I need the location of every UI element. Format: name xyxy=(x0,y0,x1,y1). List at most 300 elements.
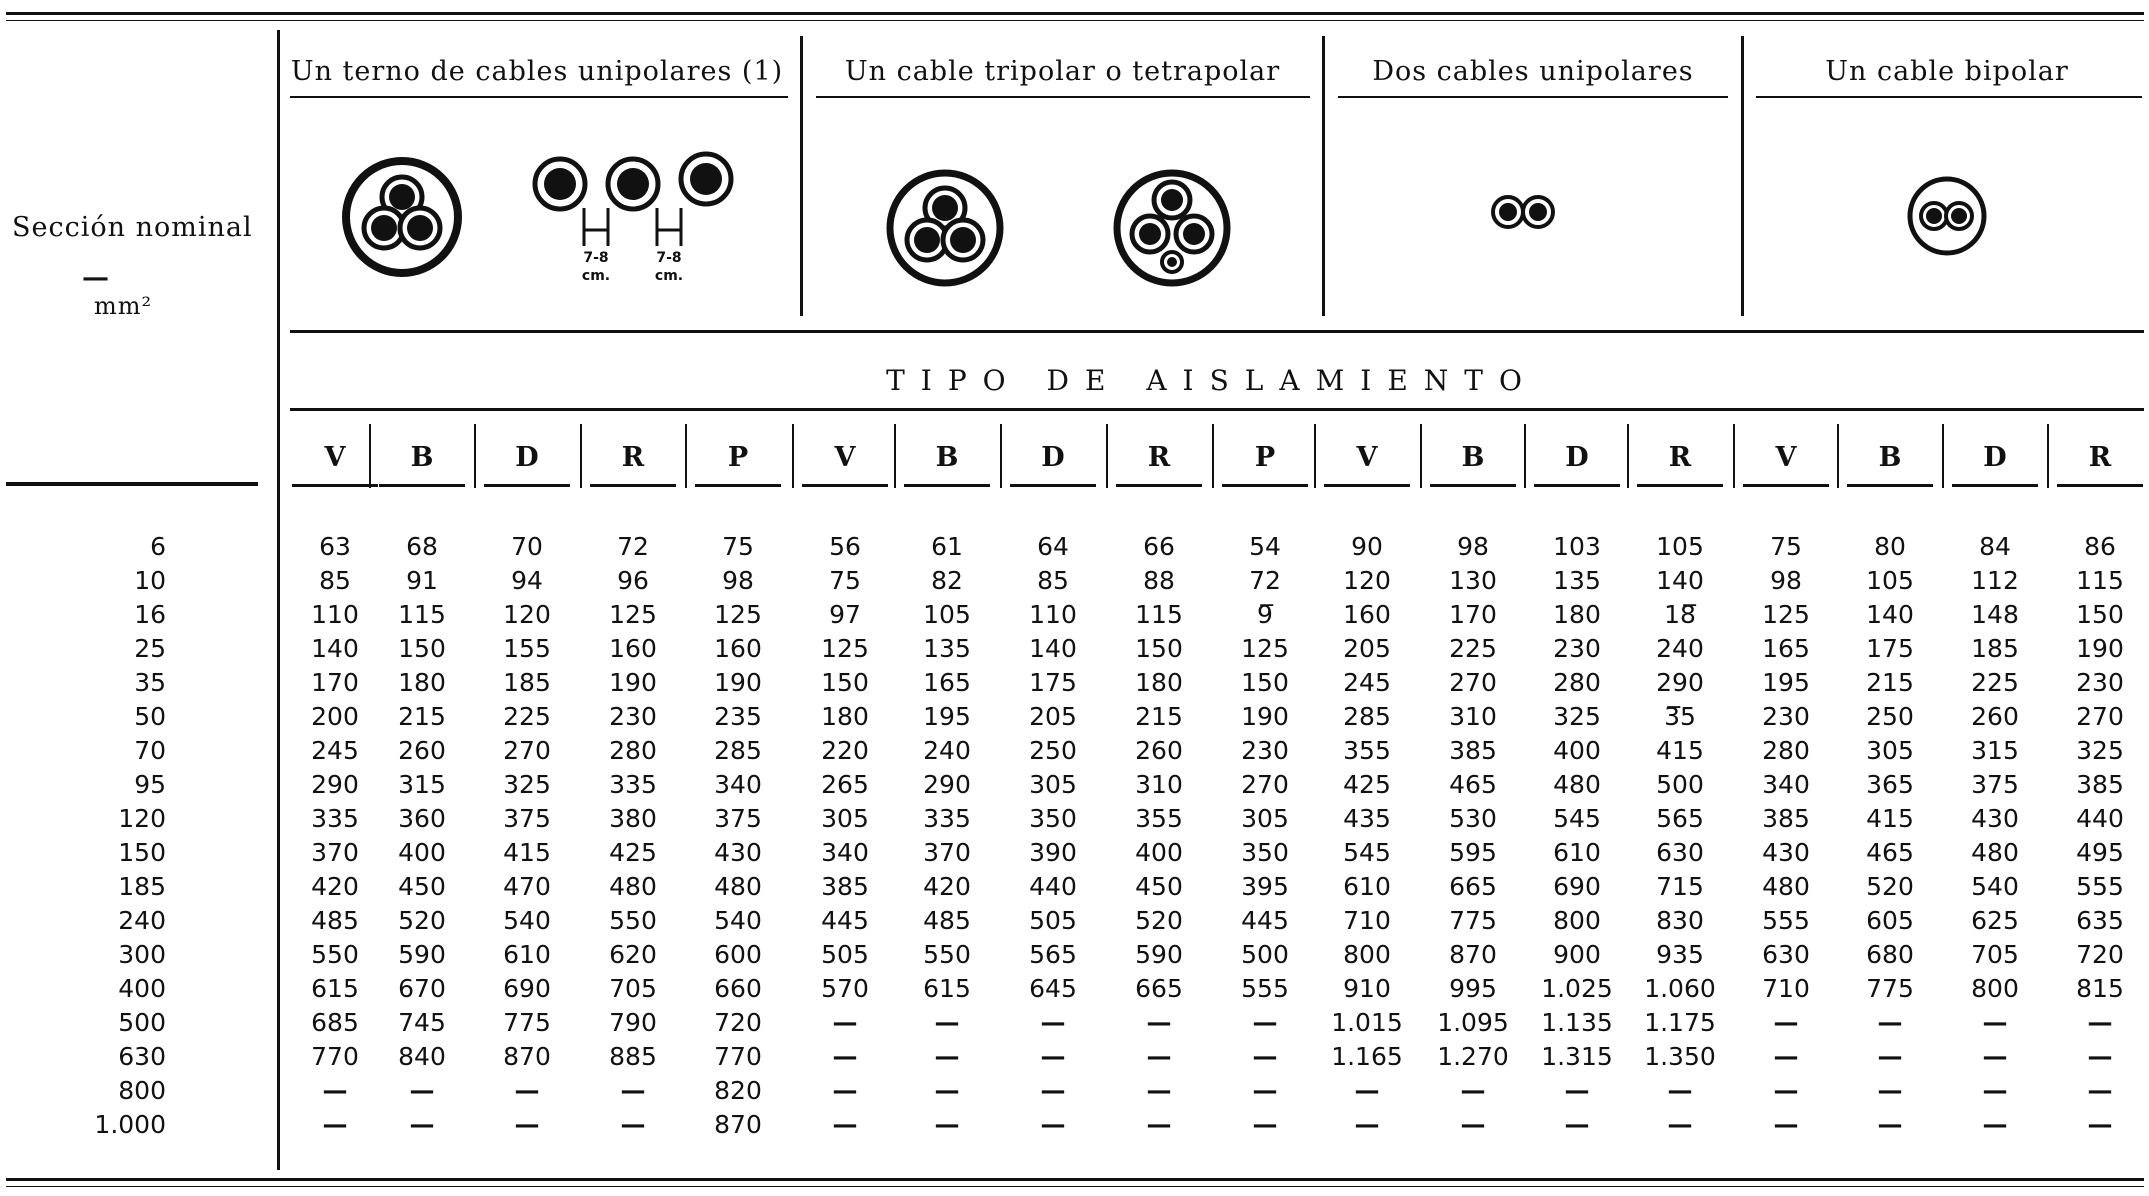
row-section-label: 16 xyxy=(134,600,166,629)
column-header-underline xyxy=(1952,484,2038,487)
group-divider-1 xyxy=(800,36,803,316)
table-cell: 97 xyxy=(829,600,861,629)
table-cell: 830 xyxy=(1656,906,1704,935)
table-cell: — xyxy=(514,1110,540,1139)
table-cell: 690 xyxy=(1553,872,1601,901)
table-cell: 935 xyxy=(1656,940,1704,969)
table-cell: — xyxy=(1773,1008,1799,1037)
two-core-cable-icon xyxy=(1904,176,1990,256)
table-cell: 450 xyxy=(1135,872,1183,901)
column-header-underline xyxy=(1534,484,1620,487)
table-cell: — xyxy=(1982,1110,2008,1139)
column-divider xyxy=(1106,424,1108,488)
table-cell: 425 xyxy=(1343,770,1391,799)
table-cell: 540 xyxy=(503,906,551,935)
table-cell: 1.095 xyxy=(1437,1008,1509,1037)
table-cell: 690 xyxy=(503,974,551,1003)
table-cell: 115 xyxy=(1135,600,1183,629)
column-header: B xyxy=(1461,442,1485,473)
table-cell: 840 xyxy=(398,1042,446,1071)
table-cell: — xyxy=(1460,1110,1486,1139)
column-header: D xyxy=(1565,442,1589,473)
table-cell: 270 xyxy=(1449,668,1497,697)
table-cell: 325 xyxy=(503,770,551,799)
column-divider xyxy=(1314,424,1316,488)
spacing-label-2b: cm. xyxy=(654,268,684,284)
section-header-unit: mm² xyxy=(94,292,153,320)
table-cell: 505 xyxy=(1029,906,1077,935)
table-cell: 190 xyxy=(2076,634,2124,663)
table-cell: 720 xyxy=(2076,940,2124,969)
group-title-bipolar: Un cable bipolar xyxy=(1825,56,2069,87)
table-cell: 325 xyxy=(2076,736,2124,765)
table-cell: 250 xyxy=(1866,702,1914,731)
left-header-underline xyxy=(6,482,258,486)
top-rule xyxy=(6,12,2144,15)
three-core-cable-icon xyxy=(885,168,1005,288)
table-cell: 260 xyxy=(1135,736,1183,765)
table-cell: 350 xyxy=(1241,838,1289,867)
table-cell: 260 xyxy=(1971,702,2019,731)
table-cell: — xyxy=(934,1042,960,1071)
table-cell: 910 xyxy=(1343,974,1391,1003)
table-cell: 205 xyxy=(1343,634,1391,663)
table-cell: 150 xyxy=(1241,668,1289,697)
table-cell: 64 xyxy=(1037,532,1069,561)
table-cell: 290 xyxy=(311,770,359,799)
table-cell: 105 xyxy=(1656,532,1704,561)
column-header: R xyxy=(621,442,645,473)
table-cell: 435 xyxy=(1343,804,1391,833)
column-header: V xyxy=(1356,442,1378,473)
spacing-label-1b: cm. xyxy=(581,268,611,284)
table-cell: 775 xyxy=(503,1008,551,1037)
table-cell: — xyxy=(1040,1008,1066,1037)
table-cell: 165 xyxy=(1762,634,1810,663)
column-header: B xyxy=(410,442,434,473)
column-header: V xyxy=(324,442,346,473)
table-cell: 230 xyxy=(609,702,657,731)
row-section-label: 400 xyxy=(118,974,166,1003)
table-cell: 18̅ xyxy=(1664,600,1696,629)
table-cell: 115 xyxy=(2076,566,2124,595)
column-divider xyxy=(2047,424,2049,488)
group-title-underline-4 xyxy=(1756,96,2142,98)
column-header: B xyxy=(935,442,959,473)
table-cell: — xyxy=(409,1110,435,1139)
table-cell: 335 xyxy=(923,804,971,833)
group-title-two-single: Dos cables unipolares xyxy=(1372,56,1694,87)
table-cell: 335 xyxy=(311,804,359,833)
table-cell: 245 xyxy=(1343,668,1391,697)
table-cell: 112 xyxy=(1971,566,2019,595)
table-cell: 120 xyxy=(1343,566,1391,595)
table-cell: 85 xyxy=(319,566,351,595)
table-cell: — xyxy=(2087,1110,2113,1139)
table-cell: 450 xyxy=(398,872,446,901)
table-cell: 230 xyxy=(1762,702,1810,731)
table-cell: 520 xyxy=(398,906,446,935)
column-header: V xyxy=(1775,442,1797,473)
table-cell: 800 xyxy=(1553,906,1601,935)
flat-spaced-cables-icon xyxy=(530,150,740,300)
table-cell: 105 xyxy=(923,600,971,629)
row-section-label: 800 xyxy=(118,1076,166,1105)
group-title-underline-2 xyxy=(816,96,1310,98)
table-cell: 770 xyxy=(714,1042,762,1071)
table-cell: 470 xyxy=(503,872,551,901)
table-cell: — xyxy=(1564,1110,1590,1139)
table-cell: 625 xyxy=(1971,906,2019,935)
table-cell: — xyxy=(1773,1110,1799,1139)
table-cell: — xyxy=(832,1076,858,1105)
table-cell: 280 xyxy=(1762,736,1810,765)
table-cell: 140 xyxy=(1029,634,1077,663)
table-cell: 80 xyxy=(1874,532,1906,561)
table-cell: 355 xyxy=(1343,736,1391,765)
table-cell: — xyxy=(1877,1042,1903,1071)
table-cell: 150 xyxy=(821,668,869,697)
table-cell: 315 xyxy=(1971,736,2019,765)
table-cell: 310 xyxy=(1449,702,1497,731)
table-cell: 520 xyxy=(1866,872,1914,901)
column-divider xyxy=(1733,424,1735,488)
table-cell: 530 xyxy=(1449,804,1497,833)
column-divider xyxy=(1524,424,1526,488)
table-cell: — xyxy=(1354,1076,1380,1105)
table-cell: — xyxy=(620,1076,646,1105)
table-cell: 72 xyxy=(617,532,649,561)
table-cell: — xyxy=(1040,1042,1066,1071)
table-cell: 85 xyxy=(1037,566,1069,595)
column-header: B xyxy=(1878,442,1902,473)
table-cell: 520 xyxy=(1135,906,1183,935)
table-cell: 94 xyxy=(511,566,543,595)
table-cell: 180 xyxy=(1553,600,1601,629)
table-cell: 350 xyxy=(1029,804,1077,833)
table-cell: — xyxy=(1040,1110,1066,1139)
table-cell: 385 xyxy=(2076,770,2124,799)
table-cell: 335 xyxy=(609,770,657,799)
table-cell: 440 xyxy=(2076,804,2124,833)
column-header-underline xyxy=(1010,484,1096,487)
table-cell: — xyxy=(1877,1110,1903,1139)
row-section-label: 10 xyxy=(134,566,166,595)
table-cell: — xyxy=(1146,1076,1172,1105)
table-cell: 610 xyxy=(1343,872,1391,901)
table-cell: 245 xyxy=(311,736,359,765)
table-cell: 290 xyxy=(923,770,971,799)
table-cell: 148 xyxy=(1971,600,2019,629)
table-cell: 665 xyxy=(1449,872,1497,901)
table-cell: 685 xyxy=(311,1008,359,1037)
table-cell: — xyxy=(2087,1076,2113,1105)
table-cell: 195 xyxy=(1762,668,1810,697)
four-core-cable-icon xyxy=(1112,168,1232,288)
table-cell: 500 xyxy=(1241,940,1289,969)
table-cell: 280 xyxy=(609,736,657,765)
table-cell: 415 xyxy=(503,838,551,867)
table-cell: 610 xyxy=(1553,838,1601,867)
column-divider xyxy=(580,424,582,488)
group-title-underline-1 xyxy=(290,96,788,98)
table-cell: 390 xyxy=(1029,838,1077,867)
table-cell: 180 xyxy=(821,702,869,731)
table-cell: — xyxy=(2087,1042,2113,1071)
table-cell: 385 xyxy=(1449,736,1497,765)
column-header: V xyxy=(834,442,856,473)
row-section-label: 630 xyxy=(118,1042,166,1071)
table-cell: — xyxy=(1982,1042,2008,1071)
table-cell: 630 xyxy=(1656,838,1704,867)
table-cell: 610 xyxy=(503,940,551,969)
table-cell: 360 xyxy=(398,804,446,833)
table-cell: 1.350 xyxy=(1644,1042,1716,1071)
row-section-label: 1.000 xyxy=(94,1110,166,1139)
column-header-underline xyxy=(379,484,465,487)
table-cell: 72 xyxy=(1249,566,1281,595)
section-header-dash: — xyxy=(82,262,110,293)
table-cell: 565 xyxy=(1656,804,1704,833)
table-cell: 140 xyxy=(1866,600,1914,629)
table-cell: 270 xyxy=(503,736,551,765)
table-cell: 370 xyxy=(311,838,359,867)
table-cell: 250 xyxy=(1029,736,1077,765)
table-cell: 180 xyxy=(1135,668,1183,697)
table-cell: 800 xyxy=(1343,940,1391,969)
table-cell: 480 xyxy=(1971,838,2019,867)
column-divider xyxy=(685,424,687,488)
table-cell: 68 xyxy=(406,532,438,561)
table-cell: 340 xyxy=(714,770,762,799)
table-cell: 235 xyxy=(714,702,762,731)
table-cell: 790 xyxy=(609,1008,657,1037)
column-divider xyxy=(1837,424,1839,488)
table-cell: 440 xyxy=(1029,872,1077,901)
table-cell: 480 xyxy=(714,872,762,901)
row-section-label: 6 xyxy=(150,532,166,561)
table-cell: 82 xyxy=(931,566,963,595)
table-cell: 550 xyxy=(311,940,359,969)
table-cell: 290 xyxy=(1656,668,1704,697)
table-cell: 170 xyxy=(1449,600,1497,629)
table-cell: 480 xyxy=(1553,770,1601,799)
table-cell: 9̅ xyxy=(1257,600,1273,629)
table-cell: — xyxy=(832,1042,858,1071)
table-cell: 870 xyxy=(1449,940,1497,969)
table-cell: 150 xyxy=(398,634,446,663)
table-cell: 75 xyxy=(829,566,861,595)
column-header: D xyxy=(1041,442,1065,473)
table-cell: 770 xyxy=(311,1042,359,1071)
table-cell: 155 xyxy=(503,634,551,663)
table-cell: 1.135 xyxy=(1541,1008,1613,1037)
table-cell: 180 xyxy=(398,668,446,697)
table-cell: 555 xyxy=(2076,872,2124,901)
table-cell: 355 xyxy=(1135,804,1183,833)
table-cell: 110 xyxy=(311,600,359,629)
table-cell: 66 xyxy=(1143,532,1175,561)
table-cell: 485 xyxy=(923,906,971,935)
table-cell: — xyxy=(409,1076,435,1105)
table-cell: 665 xyxy=(1135,974,1183,1003)
insulation-header: TIPO DE AISLAMIENTO xyxy=(886,364,1538,397)
table-cell: 710 xyxy=(1343,906,1391,935)
table-cell: 185 xyxy=(503,668,551,697)
table-cell: 500 xyxy=(1656,770,1704,799)
table-cell: 61 xyxy=(931,532,963,561)
table-cell: 570 xyxy=(821,974,869,1003)
table-cell: — xyxy=(2087,1008,2113,1037)
spacing-label-2: 7-8 xyxy=(656,250,682,266)
table-cell: 75 xyxy=(722,532,754,561)
column-header-underline xyxy=(1743,484,1829,487)
table-cell: 205 xyxy=(1029,702,1077,731)
table-cell: 445 xyxy=(821,906,869,935)
table-cell: — xyxy=(1667,1076,1693,1105)
column-header-underline xyxy=(904,484,990,487)
table-cell: 125 xyxy=(1762,600,1810,629)
table-cell: 165 xyxy=(923,668,971,697)
table-cell: 395 xyxy=(1241,872,1289,901)
column-divider xyxy=(894,424,896,488)
table-cell: 485 xyxy=(311,906,359,935)
table-cell: 150 xyxy=(1135,634,1183,663)
table-cell: 375 xyxy=(1971,770,2019,799)
row-section-label: 240 xyxy=(118,906,166,935)
trefoil-cables-icon xyxy=(340,155,464,279)
table-cell: 315 xyxy=(398,770,446,799)
table-cell: 615 xyxy=(923,974,971,1003)
column-header-underline xyxy=(1324,484,1410,487)
section-header-label: Sección nominal xyxy=(12,212,253,243)
table-cell: 265 xyxy=(821,770,869,799)
table-cell: 285 xyxy=(1343,702,1391,731)
table-cell: 160 xyxy=(1343,600,1391,629)
table-cell: 545 xyxy=(1343,838,1391,867)
table-cell: 190 xyxy=(609,668,657,697)
table-cell: 215 xyxy=(1135,702,1183,731)
table-cell: 1.025 xyxy=(1541,974,1613,1003)
table-cell: 645 xyxy=(1029,974,1077,1003)
table-cell: 425 xyxy=(609,838,657,867)
table-cell: 495 xyxy=(2076,838,2124,867)
table-cell: — xyxy=(934,1008,960,1037)
column-header: D xyxy=(1983,442,2007,473)
table-cell: 115 xyxy=(398,600,446,629)
table-cell: 98 xyxy=(1770,566,1802,595)
table-cell: 710 xyxy=(1762,974,1810,1003)
table-cell: 325 xyxy=(1553,702,1601,731)
group-title-underline-3 xyxy=(1338,96,1728,98)
column-header: P xyxy=(727,442,749,473)
table-cell: 680 xyxy=(1866,940,1914,969)
table-cell: 1.175 xyxy=(1644,1008,1716,1037)
column-header-underline xyxy=(590,484,676,487)
two-single-cables-icon xyxy=(1490,184,1556,240)
group-divider-3 xyxy=(1741,36,1744,316)
table-cell: 230 xyxy=(1241,736,1289,765)
table-cell: 305 xyxy=(821,804,869,833)
table-cell: 1.165 xyxy=(1331,1042,1403,1071)
row-section-label: 150 xyxy=(118,838,166,867)
column-divider xyxy=(1627,424,1629,488)
table-cell: 620 xyxy=(609,940,657,969)
table-cell: 160 xyxy=(609,634,657,663)
column-header-underline xyxy=(695,484,781,487)
group-divider-2 xyxy=(1322,36,1325,316)
table-cell: 820 xyxy=(714,1076,762,1105)
table-cell: 365 xyxy=(1866,770,1914,799)
column-divider xyxy=(1420,424,1422,488)
table-cell: 885 xyxy=(609,1042,657,1071)
table-cell: 705 xyxy=(1971,940,2019,969)
table-cell: 125 xyxy=(1241,634,1289,663)
left-column-divider xyxy=(277,30,280,1170)
column-divider xyxy=(792,424,794,488)
table-cell: 385 xyxy=(821,872,869,901)
table-cell: 215 xyxy=(1866,668,1914,697)
table-cell: 550 xyxy=(923,940,971,969)
table-cell: — xyxy=(322,1076,348,1105)
table-cell: 705 xyxy=(609,974,657,1003)
table-cell: 240 xyxy=(923,736,971,765)
table-cell: 540 xyxy=(714,906,762,935)
table-cell: 105 xyxy=(1866,566,1914,595)
table-cell: 103 xyxy=(1553,532,1601,561)
row-section-label: 25 xyxy=(134,634,166,663)
table-cell: 310 xyxy=(1135,770,1183,799)
column-header-underline xyxy=(484,484,570,487)
table-cell: 720 xyxy=(714,1008,762,1037)
table-cell: 130 xyxy=(1449,566,1497,595)
table-cell: 125 xyxy=(821,634,869,663)
table-cell: 595 xyxy=(1449,838,1497,867)
table-cell: 140 xyxy=(1656,566,1704,595)
table-cell: 240 xyxy=(1656,634,1704,663)
table-cell: — xyxy=(934,1110,960,1139)
table-cell: 63 xyxy=(319,532,351,561)
table-cell: — xyxy=(1982,1076,2008,1105)
table-cell: — xyxy=(1252,1110,1278,1139)
table-cell: — xyxy=(620,1110,646,1139)
table-cell: 400 xyxy=(398,838,446,867)
table-cell: 870 xyxy=(714,1110,762,1139)
table-cell: 86 xyxy=(2084,532,2116,561)
table-cell: 415 xyxy=(1656,736,1704,765)
table-cell: — xyxy=(1877,1008,1903,1037)
table-cell: — xyxy=(1773,1076,1799,1105)
table-cell: 340 xyxy=(1762,770,1810,799)
table-cell: 600 xyxy=(714,940,762,969)
row-section-label: 70 xyxy=(134,736,166,765)
table-cell: 305 xyxy=(1866,736,1914,765)
table-cell: 660 xyxy=(714,974,762,1003)
table-cell: 480 xyxy=(1762,872,1810,901)
table-cell: 175 xyxy=(1029,668,1077,697)
bottom-rule-thin xyxy=(6,1186,2144,1187)
table-cell: — xyxy=(934,1076,960,1105)
table-cell: 1.015 xyxy=(1331,1008,1403,1037)
table-cell: — xyxy=(1564,1076,1590,1105)
row-section-label: 95 xyxy=(134,770,166,799)
table-cell: 605 xyxy=(1866,906,1914,935)
column-header-underline xyxy=(1222,484,1308,487)
table-cell: 430 xyxy=(714,838,762,867)
table-cell: — xyxy=(1252,1008,1278,1037)
table-cell: 420 xyxy=(311,872,359,901)
row-section-label: 35 xyxy=(134,668,166,697)
